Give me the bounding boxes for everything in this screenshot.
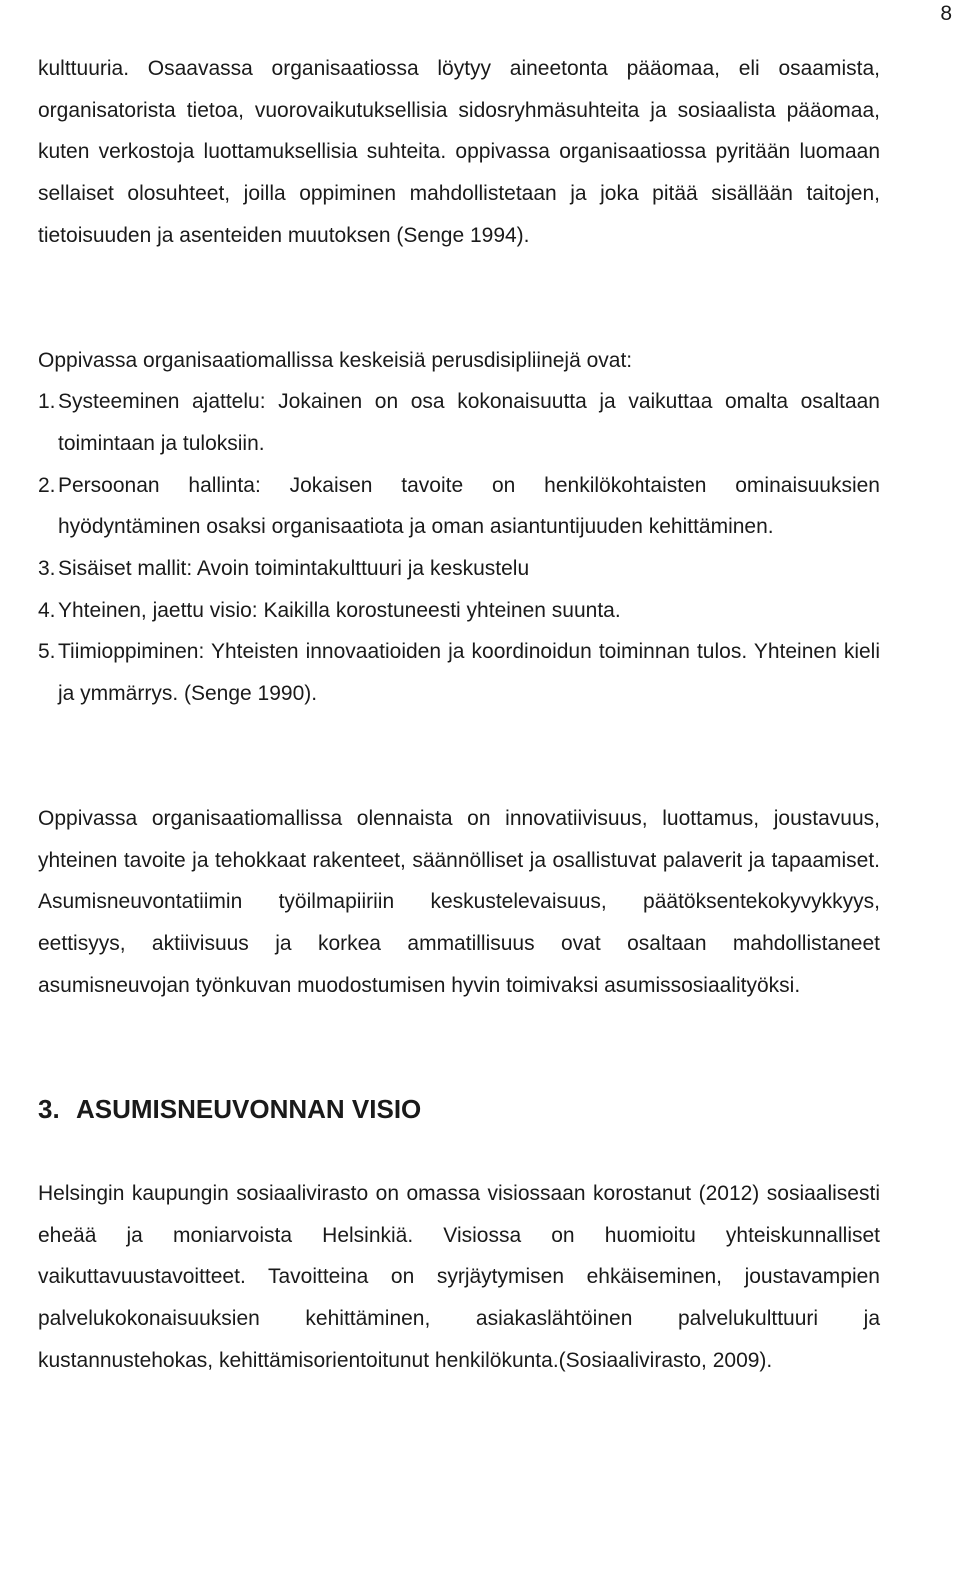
vision-paragraph: Helsingin kaupungin sosiaalivirasto on omassa visiossaan korostanut (2012) sosiaalisesti eheää ja moniarvoista Helsinkiä. Visiossa on huomioitu yhteiskunnalliset vaikuttavuustavoitteet. Tavoitteina on syrjäytymisen ehkäiseminen, joustavampien palvelukokonaisuuksien kehittäminen, asiakaslähtöinen palvelukulttuuri ja kustannustehokas, kehittämisorientoitunut henkilökunta.(Sosiaalivirasto, 2009). bbox=[38, 1182, 880, 1372]
list-item-text: Tiimioppiminen: Yhteisten innovaatioiden ja koordinoidun toiminnan tulos. Yhteinen kieli ja ymmärrys. (Senge 1990). bbox=[58, 640, 880, 706]
intro-paragraph: kulttuuria. Osaavassa organisaatiossa löytyy aineetonta pääomaa, eli osaamista, organisatorista tietoa, vuorovaikutuksellisia sidosryhmäsuhteita ja sosiaalista pääomaa, kuten verkostoja luottamuksellisia suhteita. oppivassa organisaatiossa pyritään luomaan sellaiset olosuhteet, joilla oppiminen mahdollistetaan ja joka pitää sisällään taitojen, tietoisuuden ja asenteiden muutoksen (Senge 1994). bbox=[38, 57, 880, 247]
spacer bbox=[38, 1131, 880, 1173]
list-item-text: Sisäiset mallit: Avoin toimintakulttuuri ja keskustelu bbox=[58, 557, 530, 581]
section-heading-title: ASUMISNEUVONNAN VISIO bbox=[76, 1094, 422, 1125]
document-body bbox=[38, 48, 880, 1382]
spacer bbox=[38, 257, 880, 340]
list-item bbox=[38, 590, 880, 632]
disciplines-list bbox=[38, 381, 880, 715]
list-item-number: 3. bbox=[38, 557, 56, 581]
page-number: 8 bbox=[940, 2, 952, 25]
list-item-number: 4. bbox=[38, 598, 56, 622]
list-item bbox=[38, 381, 880, 464]
list-item-number: 2. bbox=[38, 473, 56, 497]
list-item-number: 5. bbox=[38, 640, 56, 664]
list-item-text: Persoonan hallinta: Jokaisen tavoite on henkilökohtaisten ominaisuuksien hyödyntäminen osaksi organisaatiota ja oman asiantuntijuuden kehittäminen. bbox=[58, 473, 880, 539]
section-heading bbox=[38, 1089, 880, 1131]
list-item bbox=[38, 631, 880, 714]
list-item bbox=[38, 548, 880, 590]
list-item-number: 1. bbox=[38, 390, 56, 414]
essentials-paragraph: Oppivassa organisaatiomallissa olennaista on innovatiivisuus, luottamus, joustavuus, yhteinen tavoite ja tehokkaat rakenteet, säännölliset ja osallistuvat palaverit ja tapaamiset. Asumisneuvontatiimin työilmapiiriin keskustelevaisuus, päätöksentekokyvykkyys, eettisyys, aktiivisuus ja korkea ammatillisuus ovat osaltaan mahdollistaneet asumisneuvojan työnkuvan muodostumisen hyvin toimivaksi asumissosiaalityöksi. bbox=[38, 806, 880, 997]
list-item-text: Systeeminen ajattelu: Jokainen on osa kokonaisuutta ja vaikuttaa omalta osaltaan toimintaan ja tuloksiin. bbox=[58, 390, 880, 455]
disciplines-intro: Oppivassa organisaatiomallissa keskeisiä perusdisipliinejä ovat: bbox=[38, 348, 633, 372]
list-item bbox=[38, 465, 880, 548]
spacer bbox=[38, 1006, 880, 1089]
spacer bbox=[38, 715, 880, 798]
list-item-text: Yhteinen, jaettu visio: Kaikilla korostuneesti yhteinen suunta. bbox=[58, 598, 621, 622]
section-heading-number: 3. bbox=[38, 1094, 60, 1125]
